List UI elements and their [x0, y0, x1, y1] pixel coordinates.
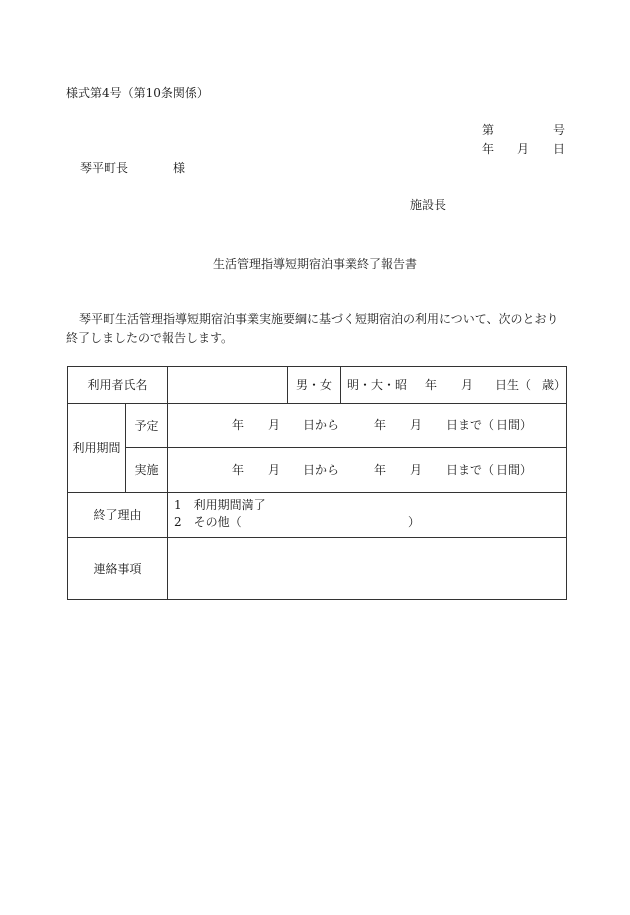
actual-start-day: 日から	[303, 463, 340, 477]
actual-period-field[interactable]	[168, 448, 567, 493]
contact-field[interactable]	[168, 538, 567, 600]
period-label-cell	[68, 404, 126, 493]
birthdate-field[interactable]	[341, 367, 567, 404]
actual-end-year: 年	[374, 463, 387, 477]
contact-label: 連絡事項	[68, 538, 168, 600]
contact-row	[68, 538, 567, 600]
planned-period-field[interactable]	[168, 404, 567, 448]
date-month: 月	[517, 142, 530, 156]
planned-end-month: 月	[410, 418, 423, 432]
actual-end-month: 月	[410, 463, 423, 477]
reason-option-2-close: ）	[408, 515, 421, 529]
actual-days-count: 日間）	[496, 463, 533, 477]
planned-start-day: 日から	[303, 418, 340, 432]
body-paragraph: 琴平町生活管理指導短期宿泊事業実施要綱に基づく短期宿泊の利用について、次のとおり終了しましたので報告します。	[66, 312, 559, 345]
date-day: 日	[553, 142, 566, 156]
planned-start-year: 年	[232, 418, 245, 432]
reason-field[interactable]	[168, 493, 567, 538]
birth-month-unit: 月	[461, 378, 474, 392]
gender-field[interactable]: 男・女	[288, 367, 341, 404]
planned-end-day: 日まで（	[446, 418, 495, 432]
actual-end-day: 日まで（	[446, 463, 495, 477]
addressee: 琴平町長	[80, 161, 129, 175]
planned-start-month: 月	[268, 418, 281, 432]
age-unit: 歳）	[542, 378, 567, 392]
sender: 施設長	[410, 198, 447, 212]
actual-start-month: 月	[268, 463, 281, 477]
honorific: 様	[173, 161, 186, 175]
document-title: 生活管理指導短期宿泊事業終了報告書	[212, 257, 417, 271]
reason-row	[68, 493, 567, 538]
birth-day-unit: 日生（	[495, 378, 532, 392]
planned-label: 予定	[126, 404, 168, 448]
user-name-row	[68, 367, 567, 404]
doc-number-prefix: 第	[482, 123, 495, 137]
actual-label: 実施	[126, 448, 168, 493]
actual-start-year: 年	[232, 463, 245, 477]
birth-year-unit: 年	[425, 378, 438, 392]
report-table	[67, 366, 567, 600]
reason-label: 終了理由	[68, 493, 168, 538]
planned-row	[68, 404, 567, 448]
era-options: 明・大・昭	[347, 378, 408, 392]
reason-option-2[interactable]: 2 その他（	[174, 515, 242, 529]
planned-days-count: 日間）	[496, 418, 533, 432]
period-label: 利用期間	[72, 441, 121, 455]
reason-option-1[interactable]: 1 利用期間満了	[174, 498, 266, 512]
actual-row	[68, 448, 567, 493]
user-name-field[interactable]	[168, 367, 288, 404]
doc-number-suffix: 号	[553, 123, 566, 137]
planned-end-year: 年	[374, 418, 387, 432]
user-name-label: 利用者氏名	[68, 367, 168, 404]
form-number: 様式第4号（第10条関係）	[66, 86, 209, 100]
date-year: 年	[482, 142, 495, 156]
